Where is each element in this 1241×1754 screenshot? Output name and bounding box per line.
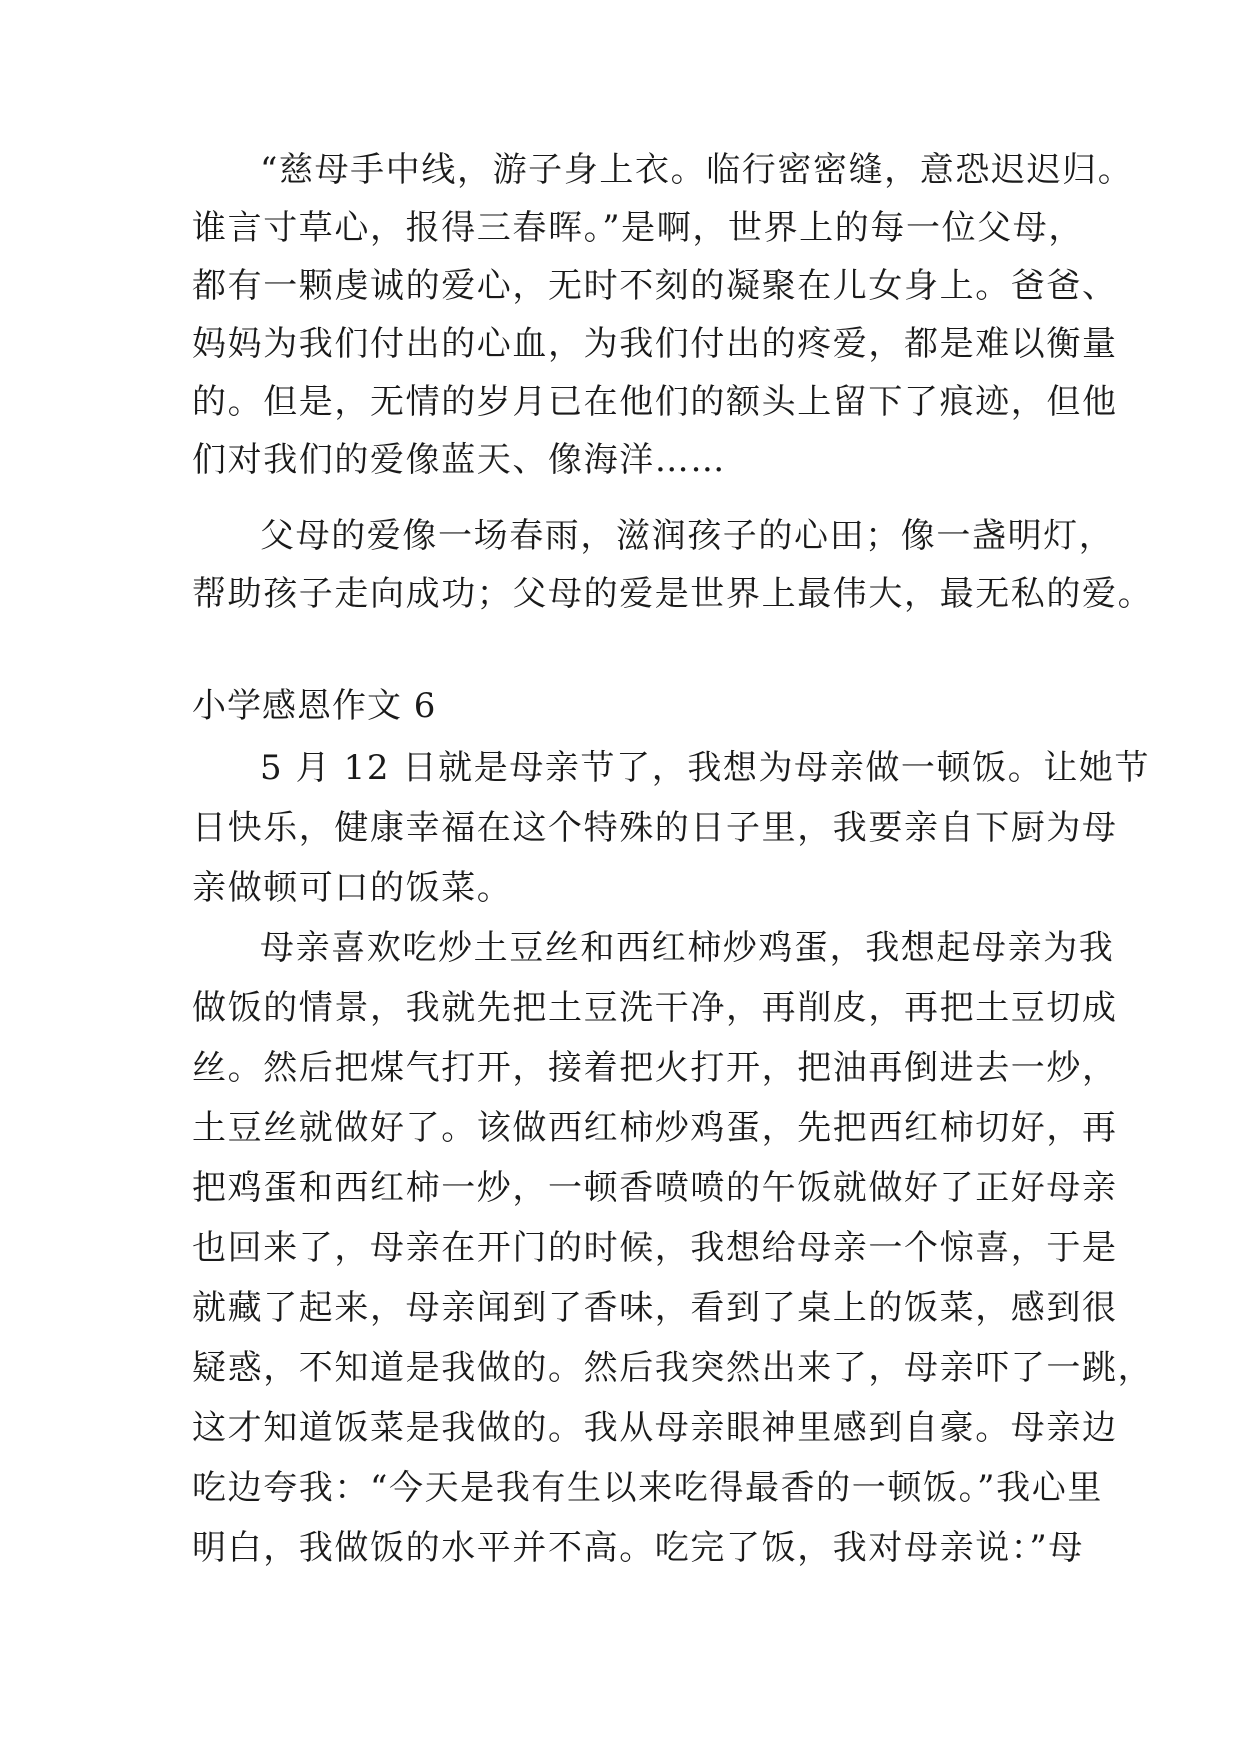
paragraph-4-line-5: 把鸡蛋和西红柿一炒，一顿香喷喷的午饭就做好了正好母亲 <box>192 1168 1118 1208</box>
paragraph-1-line-6: 们对我们的爱像蓝天、像海洋…… <box>192 440 726 480</box>
paragraph-1-line-5: 的。但是，无情的岁月已在他们的额头上留下了痕迹，但他 <box>192 382 1118 422</box>
paragraph-4-line-3: 丝。然后把煤气打开，接着把火打开，把油再倒进去一炒， <box>192 1048 1118 1088</box>
paragraph-4-line-2: 做饭的情景，我就先把土豆洗干净，再削皮，再把土豆切成 <box>192 988 1118 1028</box>
paragraph-4-line-11: 明白，我做饭的水平并不高。吃完了饭，我对母亲说：”母 <box>192 1528 1084 1568</box>
paragraph-4-line-8: 疑惑，不知道是我做的。然后我突然出来了，母亲吓了一跳， <box>192 1348 1154 1388</box>
paragraph-2-line-2: 帮助孩子走向成功；父母的爱是世界上最伟大，最无私的爱。 <box>192 574 1154 614</box>
paragraph-3-line-2: 日快乐，健康幸福在这个特殊的日子里，我要亲自下厨为母 <box>192 808 1118 848</box>
paragraph-4-line-7: 就藏了起来，母亲闻到了香味，看到了桌上的饭菜，感到很 <box>192 1288 1118 1328</box>
paragraph-4-line-1: 母亲喜欢吃炒土豆丝和西红柿炒鸡蛋，我想起母亲为我 <box>260 928 1115 968</box>
paragraph-4-line-9: 这才知道饭菜是我做的。我从母亲眼神里感到自豪。母亲边 <box>192 1408 1118 1448</box>
paragraph-2-line-1: 父母的爱像一场春雨，滋润孩子的心田；像一盏明灯， <box>260 516 1115 556</box>
paragraph-3-line-1: 5 月 12 日就是母亲节了，我想为母亲做一顿饭。让她节 <box>260 748 1151 788</box>
paragraph-4-line-4: 土豆丝就做好了。该做西红柿炒鸡蛋，先把西红柿切好，再 <box>192 1108 1118 1148</box>
paragraph-1-line-3: 都有一颗虔诚的爱心，无时不刻的凝聚在儿女身上。爸爸、 <box>192 266 1118 306</box>
paragraph-4-line-6: 也回来了，母亲在开门的时候，我想给母亲一个惊喜，于是 <box>192 1228 1118 1268</box>
paragraph-1-line-4: 妈妈为我们付出的心血，为我们付出的疼爱，都是难以衡量 <box>192 324 1118 364</box>
paragraph-1-line-2: 谁言寸草心，报得三春晖。”是啊，世界上的每一位父母， <box>192 208 1084 248</box>
paragraph-4-line-10: 吃边夸我：“今天是我有生以来吃得最香的一顿饭。”我心里 <box>192 1468 1103 1508</box>
paragraph-3-line-3: 亲做顿可口的饭菜。 <box>192 868 513 908</box>
section-title: 小学感恩作文 6 <box>192 686 437 726</box>
paragraph-1-line-1: “慈母手中线，游子身上衣。临行密密缝，意恐迟迟归。 <box>260 150 1134 190</box>
